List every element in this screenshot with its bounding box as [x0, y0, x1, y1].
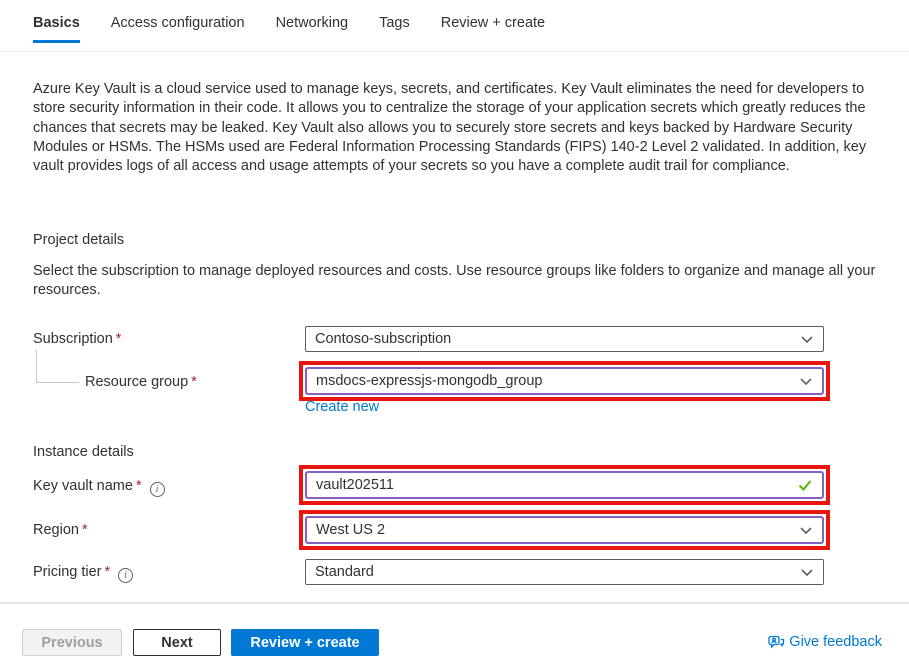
key-vault-name-label — [33, 478, 165, 497]
give-feedback-link[interactable] — [768, 634, 882, 650]
resource-group-value: msdocs-expressjs-mongodb_group — [316, 373, 543, 389]
region-annotation-highlight — [299, 510, 830, 550]
valid-check-icon — [797, 477, 813, 493]
key-vault-name-input[interactable] — [305, 471, 824, 499]
pricing-tier-label-text: Pricing tier — [33, 564, 102, 580]
required-asterisk: * — [135, 478, 142, 494]
instance-details-heading: Instance details — [33, 444, 134, 460]
review-create-button[interactable]: Review + create — [231, 629, 379, 656]
info-icon[interactable]: i — [118, 568, 133, 583]
feedback-icon — [768, 635, 785, 650]
resource-group-label — [85, 374, 197, 390]
chevron-down-icon — [800, 332, 814, 346]
footer-divider — [0, 602, 909, 604]
next-button[interactable]: Next — [133, 629, 221, 656]
tab-basics[interactable]: Basics — [33, 15, 80, 43]
pricing-tier-value: Standard — [315, 564, 374, 580]
pricing-tier-label — [33, 564, 133, 583]
info-icon[interactable]: i — [150, 482, 165, 497]
key-vault-name-annotation-highlight — [299, 465, 830, 505]
project-details-heading: Project details — [33, 232, 125, 248]
pricing-tier-dropdown[interactable] — [305, 559, 824, 585]
chevron-down-icon — [799, 523, 813, 537]
resource-group-annotation-highlight — [299, 361, 830, 401]
key-vault-name-label-text: Key vault name — [33, 478, 133, 494]
region-label — [33, 522, 88, 538]
required-asterisk: * — [104, 564, 111, 580]
tab-list — [33, 15, 545, 43]
tab-review-create[interactable]: Review + create — [440, 15, 546, 31]
required-asterisk: * — [115, 331, 122, 347]
chevron-down-icon — [799, 374, 813, 388]
tab-networking[interactable]: Networking — [275, 15, 349, 31]
key-vault-name-value: vault202511 — [316, 477, 394, 493]
tab-bar — [0, 0, 909, 52]
region-value: West US 2 — [316, 522, 386, 538]
resource-group-label-text: Resource group — [85, 374, 189, 390]
previous-button[interactable]: Previous — [22, 629, 122, 656]
subscription-label-text: Subscription — [33, 331, 113, 347]
subscription-value: Contoso-subscription — [315, 331, 452, 347]
resource-group-connector-line — [36, 350, 79, 383]
tab-access-configuration[interactable]: Access configuration — [110, 15, 245, 31]
give-feedback-label: Give feedback — [789, 634, 882, 650]
create-new-link[interactable]: Create new — [305, 399, 380, 415]
region-dropdown[interactable] — [305, 516, 824, 544]
project-details-description: Select the subscription to manage deployed resources and costs. Use resource groups like folders to organize and manage all your resources. — [33, 263, 876, 299]
chevron-down-icon — [800, 565, 814, 579]
subscription-dropdown[interactable] — [305, 326, 824, 352]
service-description: Azure Key Vault is a cloud service used to manage keys, secrets, and certificates. Key Vault eliminates the need for developers to store security information in their code. It allows you to centralize the storage of your application secrets which greatly reduces the chances that secrets may be leaked. Key Vault also allows you to securely store secrets and keys backed by Hardware Security Modules or HSMs. The HSMs used are Federal Information Processing Standards (FIPS) 140-2 Level 2 validated. In addition, key vault provides logs of all access and usage attempts of your secrets so you have a complete audit trail for compliance. — [33, 81, 867, 175]
required-asterisk: * — [81, 522, 88, 538]
subscription-label — [33, 331, 121, 347]
resource-group-dropdown[interactable] — [305, 367, 824, 395]
tab-tags[interactable]: Tags — [379, 15, 410, 31]
required-asterisk: * — [191, 374, 197, 390]
region-label-text: Region — [33, 522, 79, 538]
